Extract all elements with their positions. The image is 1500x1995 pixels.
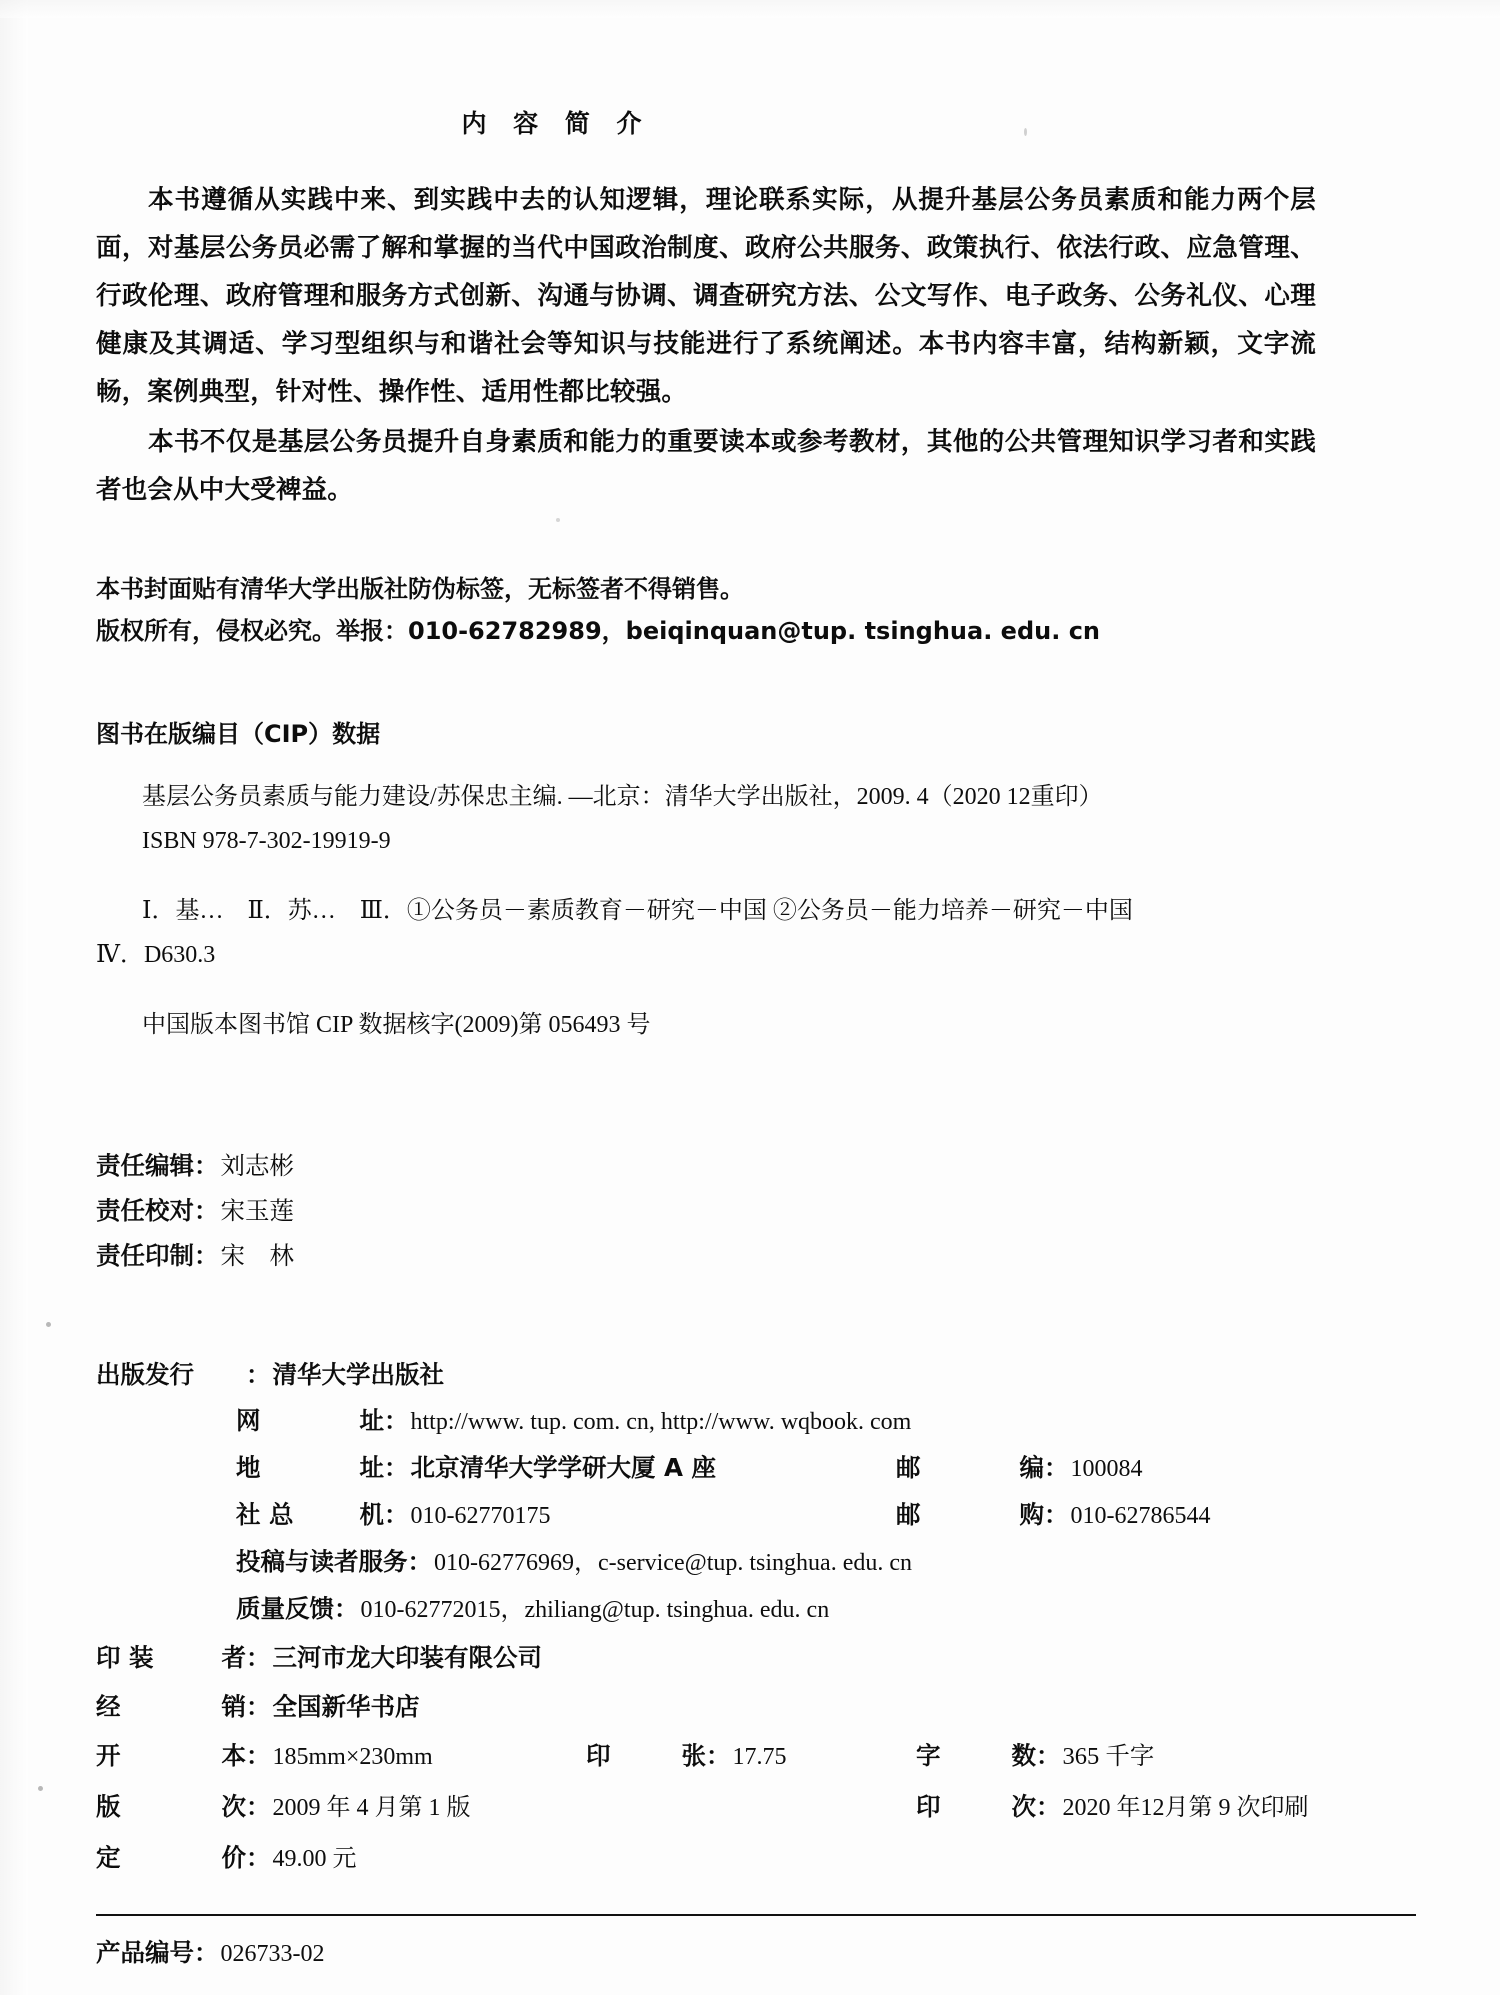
scan-speck — [38, 1786, 43, 1791]
publisher-row: 出版发行 ： 清华大学出版社 — [96, 1352, 1416, 1398]
responsible-printing-value: 宋 林 — [220, 1241, 294, 1270]
edition-value: 2009 年 4 月第 1 版 — [272, 1795, 471, 1821]
address-value: 北京清华大学学研大厦 A 座 — [410, 1453, 717, 1482]
product-number-row: 产品编号：026733-02 — [96, 1938, 325, 1967]
intro-paragraph-2: 本书不仅是基层公务员提升自身素质和能力的重要读本或参考教材，其他的公共管理知识学习者和实践者也会从中大受裨益。 — [96, 427, 1316, 505]
address-row: 地 址 ： 北京清华大学学研大厦 A 座 邮 编 ： 100084 — [96, 1445, 1416, 1492]
cip-classification-line: Ⅰ．基… Ⅱ．苏… Ⅲ．①公务员－素质教育－研究－中国 ②公务员－能力培养－研究－中国 — [142, 898, 1133, 924]
footer-divider — [96, 1914, 1416, 1916]
reader-service-label: 投稿与读者服务 — [236, 1547, 408, 1576]
responsible-printing-label: 责任印制 — [96, 1241, 194, 1270]
publisher-value: 清华大学出版社 — [272, 1360, 444, 1389]
product-number-label: 产品编号 — [96, 1938, 194, 1967]
staff-row-editor: 责任编辑：刘志彬 — [96, 1151, 294, 1180]
sheets-label: 印 张 — [586, 1741, 706, 1770]
spec-row-format: 开 本 ： 185mm×230mm 印 张 ： 17.75 字 数 ： 365 千字 — [96, 1731, 1416, 1782]
price-label: 定 价 — [96, 1843, 246, 1872]
website-value[interactable]: http://www. tup. com. cn, http://www. wqbook. com — [410, 1409, 912, 1435]
distributor-value: 全国新华书店 — [272, 1692, 420, 1721]
quality-feedback-value[interactable]: 010-62772015，zhiliang@tup. tsinghua. edu. cn — [360, 1597, 830, 1623]
switchboard-label: 社 总 机 — [236, 1500, 384, 1529]
address-label: 地 址 — [236, 1453, 384, 1482]
reader-service-row: 投稿与读者服务 ： 010-62776969，c-service@tup. tsinghua. edu. cn — [96, 1539, 1416, 1586]
word-count-value: 365 千字 — [1062, 1743, 1155, 1770]
responsible-proofreader-value: 宋玉莲 — [220, 1196, 294, 1225]
impression-label: 印 次 — [916, 1792, 1036, 1821]
scan-speck — [46, 1322, 51, 1327]
impression-value: 2020 年12月第 9 次印刷 — [1062, 1795, 1309, 1821]
notice-block — [96, 568, 1416, 652]
mail-order-value[interactable]: 010-62786544 — [1070, 1503, 1211, 1529]
distributor-label: 经 销 — [96, 1692, 246, 1721]
cip-heading: 图书在版编目（CIP）数据 — [96, 720, 381, 748]
publisher-block — [96, 1352, 1416, 1633]
trim-size-value: 185mm×230mm — [272, 1744, 433, 1770]
mail-order-label: 邮 购 — [896, 1500, 1044, 1529]
staff-row-printing: 责任印制：宋 林 — [96, 1241, 294, 1270]
scan-edge-shadow-top — [0, 0, 1500, 18]
printer-value: 三河市龙大印装有限公司 — [272, 1643, 542, 1672]
website-label: 网 址 — [236, 1406, 384, 1435]
page-title: 内 容 简 介 — [461, 109, 651, 138]
cip-nlc-number: 中国版本图书馆 CIP 数据核字(2009)第 056493 号 — [142, 1012, 651, 1038]
spec-row-edition: 版 次 ： 2009 年 4 月第 1 版 印 次 ： 2020 年12月第 9 次印刷 — [96, 1782, 1416, 1833]
product-number-value: 026733-02 — [220, 1941, 325, 1967]
responsible-proofreader-label: 责任校对 — [96, 1196, 194, 1225]
scan-edge-shadow-left — [0, 0, 28, 1995]
responsible-editor-value: 刘志彬 — [220, 1151, 294, 1180]
postcode-value: 100084 — [1070, 1456, 1143, 1482]
quality-feedback-label: 质量反馈 — [236, 1594, 334, 1623]
anti-counterfeit-notice: 本书封面贴有清华大学出版社防伪标签，无标签者不得销售。 — [96, 575, 744, 603]
specs-block — [96, 1633, 1416, 1884]
distributor-row: 经 销 ： 全国新华书店 — [96, 1682, 1416, 1731]
responsible-editor-label: 责任编辑 — [96, 1151, 194, 1180]
word-count-label: 字 数 — [916, 1741, 1036, 1770]
quality-feedback-row: 质量反馈 ： 010-62772015，zhiliang@tup. tsinghua. edu. cn — [96, 1586, 1416, 1633]
cip-classification-line-2: Ⅳ．D630.3 — [96, 942, 216, 968]
cip-block — [96, 714, 1416, 1047]
cip-isbn-line: ISBN 978-7-302-19919-9 — [142, 828, 391, 854]
spec-row-price: 定 价 ： 49.00 元 — [96, 1833, 1416, 1884]
printer-label: 印 装 者 — [96, 1643, 246, 1672]
switchboard-row: 社 总 机 ： 010-62770175 邮 购 ： 010-62786544 — [96, 1492, 1416, 1539]
staff-row-proofreader: 责任校对：宋玉莲 — [96, 1196, 294, 1225]
copyright-notice: 版权所有，侵权必究。举报：010-62782989，beiqinquan@tup. tsinghua. edu. cn — [96, 617, 1101, 645]
website-row: 网 址 ： http://www. tup. com. cn, http://www. wqbook. com — [96, 1398, 1416, 1445]
postcode-label: 邮 编 — [896, 1453, 1044, 1482]
staff-block — [96, 1143, 1416, 1278]
trim-size-label: 开 本 — [96, 1741, 246, 1770]
intro-paragraph-1: 本书遵循从实践中来、到实践中去的认知逻辑，理论联系实际，从提升基层公务员素质和能力两个层面，对基层公务员必需了解和掌握的当代中国政治制度、政府公共服务、政策执行、依法行政、应急管理、行政伦理、政府管理和服务方式创新、沟通与协调、调查研究方法、公文写作、电子政务、公务礼仪、心理健康及其调适、学习型组织与和谐社会等知识与技能进行了系统阐述。本书内容丰富，结构新颖，文字流畅，案例典型，针对性、操作性、适用性都比较强。 — [96, 185, 1316, 407]
printer-row: 印 装 者 ： 三河市龙大印装有限公司 — [96, 1633, 1416, 1682]
switchboard-value[interactable]: 010-62770175 — [410, 1503, 551, 1529]
sheets-value: 17.75 — [732, 1744, 787, 1770]
cip-title-line: 基层公务员素质与能力建设/苏保忠主编. —北京：清华大学出版社，2009. 4（2020 12重印） — [142, 784, 1103, 810]
edition-label: 版 次 — [96, 1792, 246, 1821]
publisher-label: 出版发行 — [96, 1360, 194, 1389]
page-content — [96, 104, 1416, 1969]
price-value: 49.00 元 — [272, 1846, 357, 1872]
reader-service-value[interactable]: 010-62776969，c-service@tup. tsinghua. edu. cn — [434, 1550, 912, 1576]
